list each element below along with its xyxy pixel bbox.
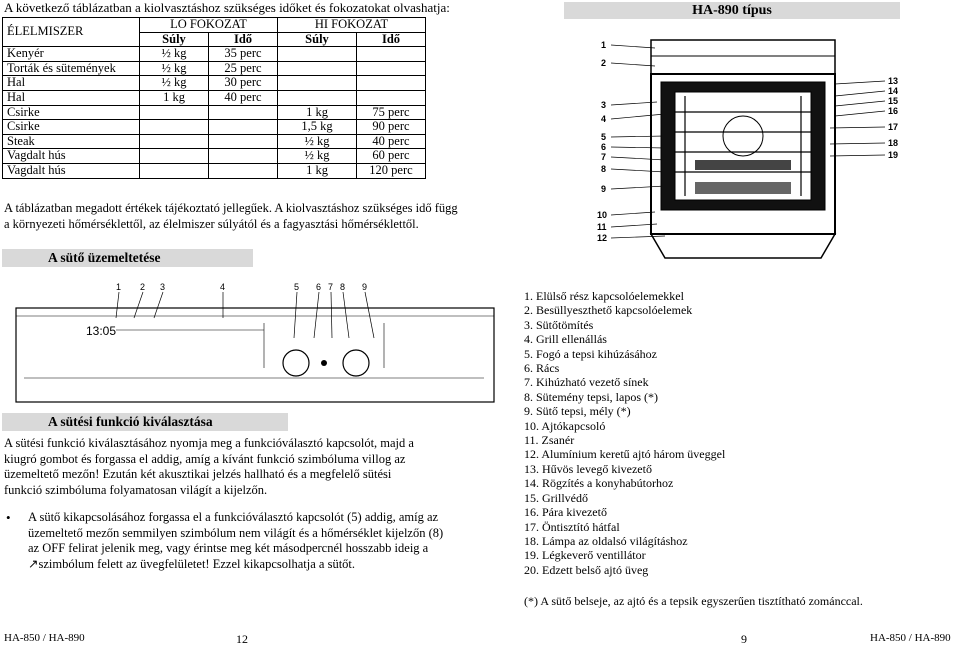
oven-number: 4 (601, 114, 607, 124)
lo-weight-header: Súly (140, 32, 209, 47)
table-row: Csirke 1,5 kg 90 perc (3, 120, 426, 135)
oven-number: 15 (888, 96, 899, 106)
list-item: 3. Sütőtömítés (524, 317, 594, 332)
panel-number: 6 (316, 282, 322, 292)
list-item: 12. Alumínium keretű ajtó három üveggel (524, 447, 726, 462)
oven-number: 14 (888, 86, 899, 96)
list-item: 8. Sütemény tepsi, lapos (*) (524, 389, 658, 404)
table-row: Csirke 1 kg 75 perc (3, 105, 426, 120)
section-title-operation: A sütő üzemeltetése (2, 249, 253, 267)
panel-number: 9 (362, 282, 368, 292)
list-item: 16. Pára kivezető (524, 505, 607, 520)
list-item: 13. Hűvös levegő kivezető (524, 461, 652, 476)
list-item: 2. Besüllyeszthető kapcsolóelemek (524, 303, 693, 318)
oven-number: 2 (601, 58, 607, 68)
footer-right-page: 9 (741, 632, 747, 646)
list-item: 15. Grillvédő (524, 490, 588, 505)
panel-number: 7 (328, 282, 334, 292)
oven-number: 5 (601, 132, 607, 142)
list-item: 17. Öntisztító hátfal (524, 519, 620, 534)
table-row: Torták és sütemények ½ kg 25 perc (3, 61, 426, 76)
list-item: 1. Elülső rész kapcsolóelemekkel (524, 289, 684, 303)
food-header: ÉLELMISZER (3, 18, 140, 47)
panel-number: 3 (160, 282, 166, 292)
model-title: HA-890 típus (564, 2, 900, 19)
footer-left-page: 12 (236, 632, 248, 646)
oven-number: 19 (888, 150, 899, 160)
list-item: 4. Grill ellenállás (524, 332, 607, 347)
panel-number: 2 (140, 282, 146, 292)
oven-number: 13 (888, 76, 899, 86)
table-row: Vagdalt hús 1 kg 120 perc (3, 163, 426, 178)
list-item: 5. Fogó a tepsi kihúzásához (524, 346, 657, 361)
hi-header: HI FOKOZAT (278, 18, 426, 33)
bullet-icon: • (6, 510, 11, 525)
oven-number: 17 (888, 122, 899, 132)
list-item: 14. Rögzítés a konyhabútorhoz (524, 476, 674, 491)
oven-number: 18 (888, 138, 899, 148)
table-row: Kenyér ½ kg 35 perc (3, 47, 426, 62)
panel-number: 5 (294, 282, 300, 292)
oven-diagram (595, 36, 905, 276)
lo-header: LO FOKOZAT (140, 18, 278, 33)
oven-number: 8 (601, 164, 607, 174)
oven-number: 10 (597, 210, 608, 220)
table-row: Hal ½ kg 30 perc (3, 76, 426, 91)
list-item: 11. Zsanér (524, 433, 575, 448)
table-row: Vagdalt hús ½ kg 60 perc (3, 149, 426, 164)
list-item: 18. Lámpa az oldalsó világításhoz (524, 533, 688, 548)
control-panel-diagram (4, 278, 504, 410)
list-item: 20. Edzett belső ajtó üveg (524, 562, 649, 577)
table-row: Hal 1 kg 40 perc (3, 90, 426, 105)
intro-text: A következő táblázatban a kiolvasztáshoz szükséges időket és fokozatokat olvashatja: (4, 0, 450, 15)
list-item: 9. Sütő tepsi, mély (*) (524, 404, 631, 419)
panel-number: 1 (116, 282, 122, 292)
oven-number: 1 (601, 40, 607, 50)
list-item: 19. Légkeverő ventillátor (524, 548, 646, 563)
section-title-function: A sütési funkció kiválasztása (2, 413, 288, 431)
lo-time-header: Idő (209, 32, 278, 47)
panel-number: 4 (220, 282, 226, 292)
oven-number: 7 (601, 152, 607, 162)
enamel-footnote: (*) A sütő belseje, az ajtó és a tepsik egyszerűen tisztítható zománccal. (524, 594, 863, 608)
defrost-table (2, 17, 426, 179)
hi-weight-header: Súly (278, 32, 357, 47)
table-row: Steak ½ kg 40 perc (3, 134, 426, 149)
oven-number: 3 (601, 100, 607, 110)
oven-number: 12 (597, 233, 608, 243)
function-knob (283, 350, 309, 376)
function-paragraph: A sütési funkció kiválasztásához nyomja meg a funkcióválasztó kapcsolót, majd a kiugró gombot és forgassa el addig, amíg a kívánt funkció szimbóluma villog az üzemeltető mezőn! Ezután két akusztikai jelzés hallható és a megfelelő sütési funkció szimbóluma folyamatosan világít a kijelzőn. (4, 436, 414, 497)
table-note: A táblázatban megadott értékek tájékoztató jellegűek. A kiolvasztáshoz szükséges idő függ a környezeti hőmérséklettől, az élelmiszer súlyától és a fagyasztási hőmérséklettől. (4, 201, 458, 231)
temperature-knob (343, 350, 369, 376)
list-item: 10. Ajtókapcsoló (524, 418, 606, 433)
oven-number: 9 (601, 184, 607, 194)
oven-number: 11 (597, 222, 607, 232)
panel-display: 13:05 (86, 324, 117, 338)
parts-list (524, 289, 725, 577)
list-item: 7. Kihúzható vezető sínek (524, 375, 649, 390)
hi-time-header: Idő (357, 32, 426, 47)
footer-left-model: HA-850 / HA-890 (4, 632, 85, 644)
oven-number: 6 (601, 142, 607, 152)
panel-number: 8 (340, 282, 346, 292)
oven-number: 16 (888, 106, 899, 116)
switch-off-paragraph: A sütő kikapcsolásához forgassa el a funkcióválasztó kapcsolót (5) addig, amíg az üzemeltető mezőn semmilyen szimbólum nem világít és a hőmérséklet kijelzőn (8) az OFF felirat jelenik meg, vagy érintse meg két másodpercnél hosszabb ideig a ↗szimbólum felett az üvegfelületet! Ezzel kikapcsolhatja a sütőt. (28, 510, 444, 571)
list-item: 6. Rács (524, 361, 560, 376)
footer-right-model: HA-850 / HA-890 (870, 632, 951, 644)
